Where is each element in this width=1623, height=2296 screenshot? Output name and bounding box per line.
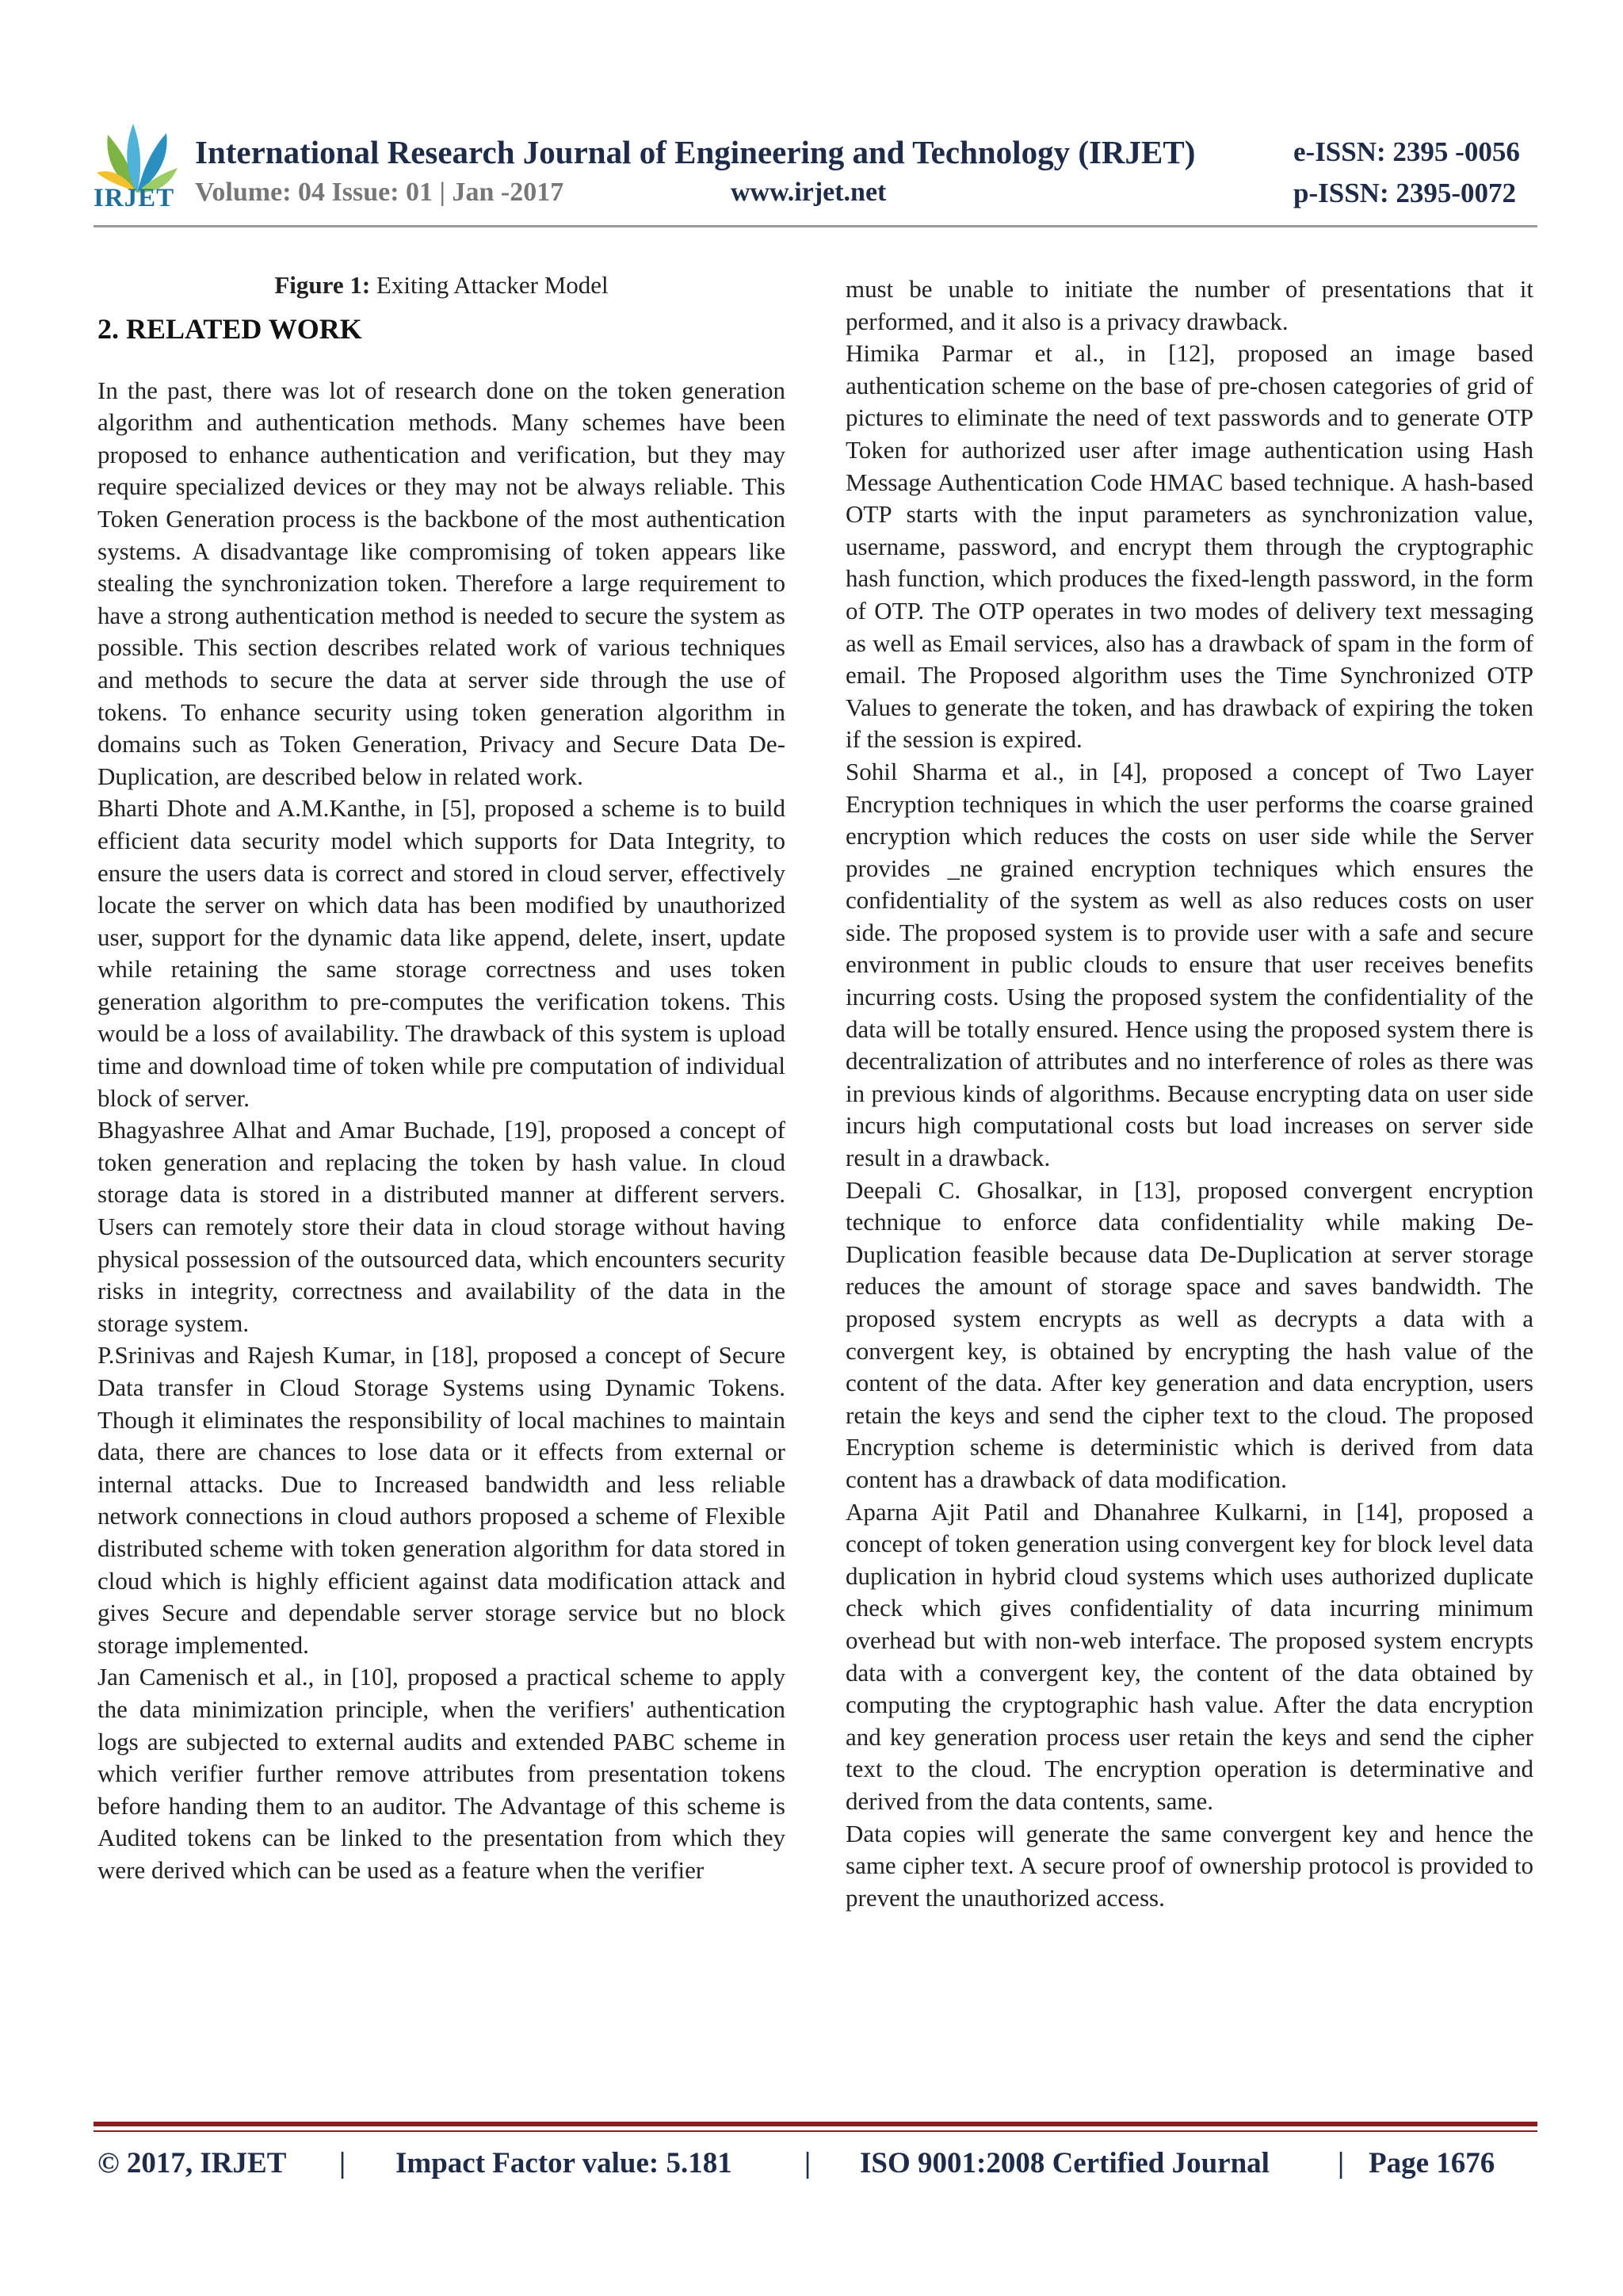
right-column [846, 273, 1533, 1914]
paragraph: P.Srinivas and Rajesh Kumar, in [18], proposed a concept of Secure Data transfer in Cloud Storage Systems using Dynamic Tokens. Though it eliminates the responsibility of local machines to maintain data, there are chances to lose data or it effects from external or internal attacks. Due to Increased bandwidth and less reliable network connections in cloud authors proposed a scheme of Flexible distributed scheme with token generation algorithm for data stored in cloud which is highly efficient against data modification attack and gives Secure and dependable server storage service but no block storage implemented. [97, 1341, 785, 1659]
footer-copyright: © 2017, IRJET [97, 2147, 287, 2179]
figure-caption [97, 269, 785, 302]
paragraph: Aparna Ajit Patil and Dhanahree Kulkarni, in [14], proposed a concept of token generation using convergent key for block level data duplication in hybrid cloud systems which uses authorized duplicate check which gives confidentiality of data incurring minimum overhead but with non-web interface. The proposed system encrypts data with a convergent key, the content of the data obtained by computing the cryptographic hash value. After the data encryption and key generation process user retain the keys and send the cipher text to the cloud. The encryption operation is determinative and derived from the data contents, same. [846, 1497, 1533, 1815]
paragraph: Bhagyashree Alhat and Amar Buchade, [19], proposed a concept of token generation and replacing the token by hash value. In cloud storage data is stored in a distributed manner at different servers. Users can remotely store their data in cloud storage without having physical possession of the outsourced data, which encounters security risks in integrity, correctness and availability of the data in the storage system. [97, 1116, 785, 1337]
footer-iso: ISO 9001:2008 Certified Journal [860, 2147, 1270, 2179]
logo-wordmark: IRJET [94, 184, 175, 212]
journal-title: International Research Journal of Engineering and Technology (IRJET) [195, 134, 1196, 170]
footer-page-number: Page 1676 [1369, 2147, 1495, 2179]
paragraph: Himika Parmar et al., in [12], proposed an image based authentication scheme on the base of pre-chosen categories of grid of pictures to eliminate the need of text passwords and to generate OTP Token for authorized user after image authentication using Hash Message Authentication Code HMAC based technique. A hash-based OTP starts with the input parameters as synchronization value, username, password, and encrypt them through the cryptographic hash function, which produces the fixed-length password, in the form of OTP. The OTP operates in two modes of delivery text messaging as well as Email services, also has a drawback of spam in the form of email. The Proposed algorithm uses the Time Synchronized OTP Values to generate the token, and has drawback of expiring the token if the session is expired. [846, 339, 1533, 754]
paragraph: Deepali C. Ghosalkar, in [13], proposed convergent encryption technique to enforce data confidentiality while making De-Duplication feasible because data De-Duplication at server storage reduces the amount of storage space and saves bandwidth. The proposed system encrypts as well as decrypts a data with a convergent key, is obtained by encrypting the hash value of the content of the data. After key generation and data encryption, users retain the keys and send the cipher text to the cloud. The proposed Encryption scheme is deterministic which is derived from data content has a drawback of data modification. [846, 1175, 1533, 1493]
volume-issue: Volume: 04 Issue: 01 | Jan -2017 [195, 178, 564, 207]
footer-impact-factor: Impact Factor value: 5.181 [395, 2147, 732, 2179]
paragraph: Data copies will generate the same convergent key and hence the same cipher text. A secure proof of ownership protocol is provided to prevent the unauthorized access. [846, 1819, 1533, 1912]
paragraph: must be unable to initiate the number of presentations that it performed, and it also is a privacy drawback. [846, 275, 1533, 335]
footer-divider-thick [94, 2122, 1537, 2126]
paragraph: In the past, there was lot of research done on the token generation algorithm and authentication methods. Many schemes have been proposed to enhance authentication and verification, but they may require specialized devices or they may not be always reliable. This Token Generation process is the backbone of the most authentication systems. A disadvantage like compromising of token appears like stealing the synchronization token. Therefore a large requirement to have a strong authentication method is needed to secure the system as possible. This section describes related work of various techniques and methods to secure the data at server side through the use of tokens. To enhance security using token generation algorithm in domains such as Token Generation, Privacy and Secure Data De-Duplication, are described below in related work. [97, 376, 785, 790]
page-footer [97, 2146, 1524, 2186]
figure-caption-text: Exiting Attacker Model [370, 271, 609, 299]
left-column [97, 269, 785, 1887]
footer-separator: | [1338, 2147, 1345, 2179]
paragraph: Bharti Dhote and A.M.Kanthe, in [5], proposed a scheme is to build efficient data security model which supports for Data Integrity, to ensure the users data is correct and stored in cloud server, effectively locate the server on which data has been modified by unauthorized user, support for the dynamic data like append, delete, insert, update while retaining the same storage correctness and uses token generation algorithm to pre-computes the verification tokens. This would be a loss of availability. The drawback of this system is upload time and download time of token while pre computation of individual block of server. [97, 794, 785, 1112]
paragraph: Sohil Sharma et al., in [4], proposed a concept of Two Layer Encryption techniques in which the user performs the coarse grained encryption which reduces the costs on user side while the Server provides _ne grained encryption techniques which ensures the confidentiality of the system as well as also reduces costs on user side. The proposed system is to provide user with a safe and secure environment in public clouds to ensure that user receives benefits incurring costs. Using the proposed system the confidentiality of the data will be totally ensured. Hence using the proposed system there is decentralization of attributes and no interference of roles as there was in previous kinds of algorithms. Because encrypting data on user side incurs high computational costs but load increases on server side result in a drawback. [846, 757, 1533, 1172]
paragraph: Jan Camenisch et al., in [10], proposed a practical scheme to apply the data minimization principle, when the verifiers' authentication logs are subjected to external audits and extended PABC scheme in which verifier further remove attributes from presentation tokens before handing them to an auditor. The Advantage of this scheme is Audited tokens can be linked to the presentation from which they were derived which can be used as a feature when the verifier [97, 1663, 785, 1884]
header-divider [94, 225, 1537, 227]
figure-label: Figure 1: [274, 271, 371, 299]
p-issn: p-ISSN: 2395-0072 [1293, 178, 1517, 208]
journal-website-link[interactable]: www.irjet.net [731, 178, 887, 207]
e-issn: e-ISSN: 2395 -0056 [1293, 136, 1520, 167]
footer-divider-thin [94, 2130, 1537, 2132]
section-heading: 2. RELATED WORK [97, 312, 362, 345]
footer-separator: | [804, 2147, 812, 2179]
footer-separator: | [339, 2147, 346, 2179]
